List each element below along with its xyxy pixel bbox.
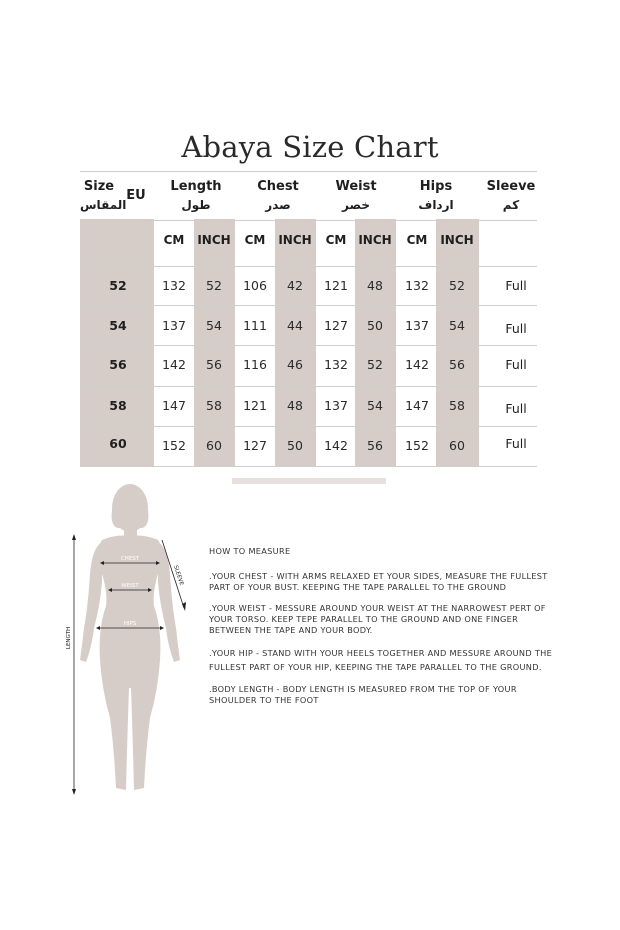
header-chest-arabic: صدر bbox=[265, 198, 291, 212]
weist-cm-cell: 142 bbox=[324, 438, 348, 453]
table-row bbox=[80, 438, 537, 456]
length-cm-cell: 147 bbox=[162, 398, 186, 413]
header-sleeve-arabic: كم bbox=[502, 198, 520, 212]
hips-label: HIPS bbox=[123, 621, 137, 627]
header-hips-arabic: ارداف bbox=[418, 198, 454, 212]
length-inch-cell: 60 bbox=[206, 438, 222, 453]
hips-cm-cell: 132 bbox=[405, 278, 429, 293]
chest-inch-band bbox=[275, 219, 316, 467]
header-length bbox=[156, 178, 236, 214]
chest-cm-cell: 116 bbox=[243, 357, 267, 372]
chest-inch-cell: 48 bbox=[287, 398, 303, 413]
row-divider bbox=[80, 345, 537, 346]
row-divider bbox=[80, 305, 537, 306]
header-weist-label: Weist bbox=[335, 179, 377, 194]
row-divider bbox=[80, 426, 537, 427]
hips-cm-cell: 147 bbox=[405, 398, 429, 413]
length-label: LENGTH bbox=[66, 626, 72, 650]
length-cm-cell: 152 bbox=[162, 438, 186, 453]
measure-instructions bbox=[209, 546, 554, 716]
chest-cm-cell: 127 bbox=[243, 438, 267, 453]
unit-length-cm: CM bbox=[163, 233, 185, 247]
unit-chest-cm: CM bbox=[244, 233, 266, 247]
header-length-label: Length bbox=[170, 179, 222, 194]
sleeve-cell: Full bbox=[505, 321, 527, 336]
sleeve-label: SLEEVE bbox=[172, 564, 185, 587]
hips-inch-cell: 54 bbox=[449, 318, 465, 333]
size-table bbox=[80, 219, 537, 467]
length-inch-cell: 54 bbox=[206, 318, 222, 333]
size-cell: 60 bbox=[109, 436, 127, 451]
weist-inch-cell: 52 bbox=[367, 357, 383, 372]
weist-inch-cell: 54 bbox=[367, 398, 383, 413]
header-hips bbox=[396, 178, 476, 214]
length-inch-cell: 56 bbox=[206, 357, 222, 372]
header-size-label: Size bbox=[83, 179, 115, 194]
size-cell: 54 bbox=[109, 318, 127, 333]
header-chest-label: Chest bbox=[257, 179, 299, 194]
sleeve-cell: Full bbox=[505, 436, 527, 451]
weist-inch-cell: 48 bbox=[367, 278, 383, 293]
header-size bbox=[80, 178, 127, 214]
chest-cm-cell: 121 bbox=[243, 398, 267, 413]
size-cell: 56 bbox=[109, 357, 127, 372]
hips-inch-band bbox=[436, 219, 479, 467]
header-hips-label: Hips bbox=[419, 179, 453, 194]
header-eu: EU bbox=[126, 188, 146, 203]
weist-inch-cell: 50 bbox=[367, 318, 383, 333]
chest-label: CHEST bbox=[120, 556, 140, 562]
length-cm-cell: 142 bbox=[162, 357, 186, 372]
header-chest bbox=[238, 178, 318, 214]
length-cm-cell: 137 bbox=[162, 318, 186, 333]
unit-hips-inch: INCH bbox=[440, 233, 474, 247]
header-sleeve bbox=[482, 178, 540, 214]
length-inch-cell: 52 bbox=[206, 278, 222, 293]
hips-cm-cell: 152 bbox=[405, 438, 429, 453]
hips-inch-cell: 52 bbox=[449, 278, 465, 293]
header-sleeve-label: Sleeve bbox=[486, 179, 536, 194]
unit-weist-inch: INCH bbox=[358, 233, 392, 247]
table-header bbox=[80, 171, 537, 221]
row-divider bbox=[80, 386, 537, 387]
weist-label: WEIST bbox=[121, 583, 139, 589]
instruction-chest: .YOUR CHEST - WITH ARMS RELAXED ET YOUR SIDES, MEASURE THE FULLEST PART OF YOUR BUST. KEEPING THE TAPE PARALLEL TO THE GROUND bbox=[209, 571, 548, 592]
size-cell: 52 bbox=[109, 278, 127, 293]
divider-bar bbox=[232, 478, 386, 484]
chest-inch-cell: 44 bbox=[287, 318, 303, 333]
length-cm-cell: 132 bbox=[162, 278, 186, 293]
header-weist bbox=[316, 178, 396, 214]
instruction-hip: .YOUR HIP - STAND WITH YOUR HEELS TOGETHER AND MESSURE AROUND THE FULLEST PART OF YOUR HIP, KEEPING THE TAPE PARALLEL TO THE GROUND. bbox=[209, 648, 553, 672]
length-inch-band bbox=[194, 219, 235, 467]
header-length-arabic: طول bbox=[181, 198, 211, 212]
weist-inch-cell: 56 bbox=[367, 438, 383, 453]
weist-cm-cell: 127 bbox=[324, 318, 348, 333]
row-divider bbox=[80, 466, 537, 467]
unit-chest-inch: INCH bbox=[278, 233, 312, 247]
table-row bbox=[80, 398, 537, 416]
row-divider bbox=[80, 266, 537, 267]
size-cell: 58 bbox=[109, 398, 127, 413]
instruction-weist: .YOUR WEIST - MESSURE AROUND YOUR WEIST AT THE NARROWEST PERT OF YOUR TORSO. KEEP TEPE PARALLEL TO THE GROUND AND ONE FINGER BETWEEN THE TAPE AND YOUR BODY. bbox=[209, 603, 546, 635]
table-row bbox=[80, 278, 537, 296]
body-figure-illustration bbox=[60, 478, 210, 808]
weist-cm-cell: 121 bbox=[324, 278, 348, 293]
header-size-arabic: المقاس bbox=[80, 198, 127, 212]
page-title: Abaya Size Chart bbox=[181, 130, 439, 164]
header-weist-arabic: خصر bbox=[342, 198, 370, 212]
chest-cm-cell: 111 bbox=[243, 318, 267, 333]
hips-inch-cell: 56 bbox=[449, 357, 465, 372]
instruction-length: .BODY LENGTH - BODY LENGTH IS MEASURED FROM THE TOP OF YOUR SHOULDER TO THE FOOT bbox=[209, 684, 517, 705]
sleeve-cell: Full bbox=[505, 357, 527, 372]
chest-inch-cell: 42 bbox=[287, 278, 303, 293]
hips-cm-cell: 142 bbox=[405, 357, 429, 372]
sleeve-cell: Full bbox=[505, 401, 527, 416]
weist-cm-cell: 132 bbox=[324, 357, 348, 372]
unit-length-inch: INCH bbox=[197, 233, 231, 247]
table-row bbox=[80, 357, 537, 375]
weist-cm-cell: 137 bbox=[324, 398, 348, 413]
hips-cm-cell: 137 bbox=[405, 318, 429, 333]
length-inch-cell: 58 bbox=[206, 398, 222, 413]
hips-inch-cell: 58 bbox=[449, 398, 465, 413]
sleeve-cell: Full bbox=[505, 278, 527, 293]
chest-inch-cell: 46 bbox=[287, 357, 303, 372]
chest-inch-cell: 50 bbox=[287, 438, 303, 453]
chest-cm-cell: 106 bbox=[243, 278, 267, 293]
table-row bbox=[80, 318, 537, 336]
hips-inch-cell: 60 bbox=[449, 438, 465, 453]
weist-inch-band bbox=[355, 219, 396, 467]
instructions-heading: HOW TO MEASURE bbox=[209, 546, 291, 556]
unit-weist-cm: CM bbox=[325, 233, 347, 247]
size-column-band bbox=[80, 219, 154, 467]
unit-hips-cm: CM bbox=[406, 233, 428, 247]
